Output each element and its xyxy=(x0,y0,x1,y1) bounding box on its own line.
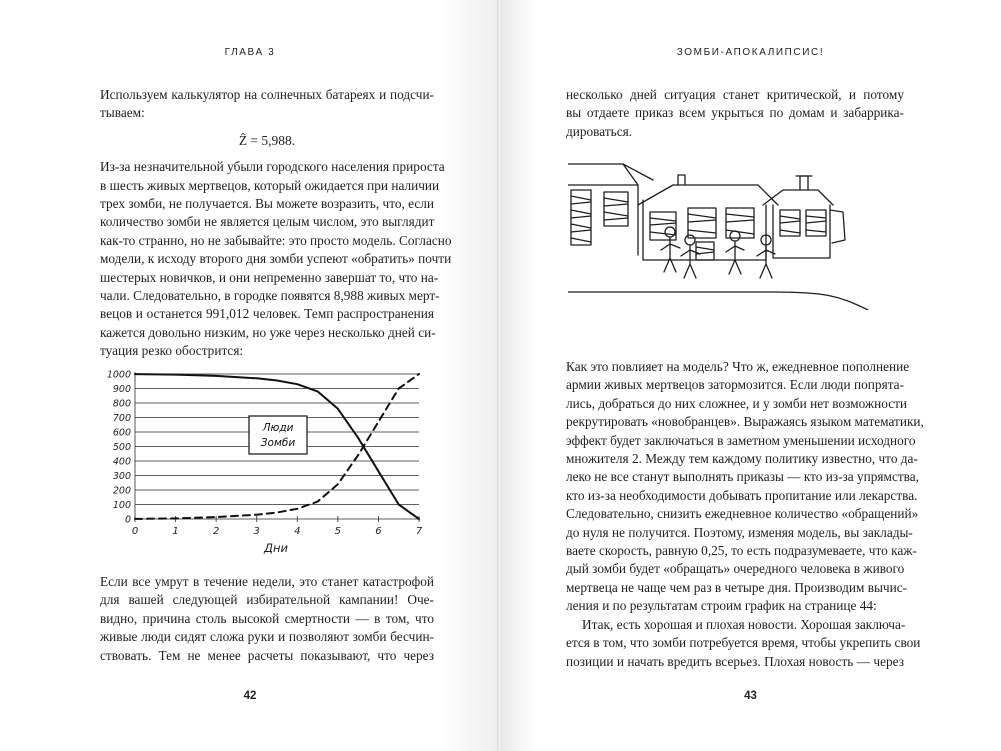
house-right xyxy=(763,176,845,258)
text-line: несколько дней ситуация станет критической, и потому xyxy=(566,87,904,102)
page-number-left: 42 xyxy=(243,690,257,702)
y-tick-label: 300 xyxy=(112,471,131,482)
y-tick-label: 200 xyxy=(112,485,131,497)
paragraph-intro xyxy=(100,86,434,123)
text-line: Итак, есть хорошая и плохая новости. Хорошая заключа- xyxy=(582,616,906,632)
right-text-middle xyxy=(566,358,924,671)
text-line: как-то странно, но не забывайте: это просто модель. Согласно xyxy=(100,232,452,248)
legend-entry: Зомби xyxy=(260,437,296,449)
running-head-left: ГЛАВА 3 xyxy=(224,47,276,58)
text-line: чали. Следовательно, в городке появятся 8,988 живых мерт- xyxy=(100,288,440,304)
text-line: армии живых мертвецов затормозится. Если люди попрята- xyxy=(566,377,904,393)
left-text-bottom xyxy=(100,573,434,665)
text-line: Как это повлияет на модель? Что ж, ежедневное пополнение xyxy=(566,359,910,374)
y-tick-label: 600 xyxy=(112,427,131,439)
text-line: шестерых новичков, и они непременно завершат то, что на- xyxy=(100,269,439,285)
left-page xyxy=(0,0,500,751)
text-line: множителя 2. Между тем каждому политику известно, что да- xyxy=(566,451,918,467)
x-tick-label: 0 xyxy=(131,526,139,537)
paragraph-model-change xyxy=(566,358,924,616)
paragraph-model xyxy=(100,158,452,360)
text-line: ления и по результатам строим график на странице 44: xyxy=(566,598,877,614)
running-head-right: ЗОМБИ-АПОКАЛИПСИС! xyxy=(676,47,825,58)
right-page xyxy=(500,0,1001,751)
y-tick-label: 400 xyxy=(112,456,131,468)
text-line: рекрутировать «новобранцев». Выражаясь языком математики, xyxy=(566,414,924,430)
barricaded-houses-illustration xyxy=(568,150,908,310)
x-tick-label: 3 xyxy=(253,526,260,537)
text-line: видно, причина столь высокой смертности — в том, что xyxy=(100,610,434,626)
y-tick-label: 500 xyxy=(112,442,131,453)
text-line: Из-за незначительной убыли городского населения прироста xyxy=(100,159,445,175)
text-line: трех зомби, не получается. Вы можете возразить, что, если xyxy=(100,196,435,212)
paragraph-conclusion xyxy=(100,573,434,665)
text-line: ваете скорость, равную 0,25, то есть подразумеваете, что каж- xyxy=(566,543,917,559)
text-line: дый зомби будет «обращать» очередного человека в живого xyxy=(566,561,905,577)
x-tick-label: 2 xyxy=(212,526,220,537)
text-line: тываем: xyxy=(100,105,145,121)
text-line: лись, добраться до них сложнее, и у зомби нет возможности xyxy=(566,395,908,411)
y-tick-label: 700 xyxy=(112,413,131,424)
text-line: количество зомби не является целым числом, это выглядит xyxy=(100,214,435,230)
text-line: эффект будет заключаться в заметном уменьшении исходного xyxy=(566,432,916,448)
formula: Ẑ = 5,988. xyxy=(238,132,296,148)
y-tick-label: 1000 xyxy=(106,369,131,381)
population-chart xyxy=(103,362,433,557)
text-line: мертвеца не чаще чем раз в четыре дня. Производим вычис- xyxy=(566,579,908,595)
x-tick-label: 1 xyxy=(172,526,179,537)
text-line: леко не все станут выполнять приказы — кто из-за упрямства, xyxy=(566,469,919,485)
street-curve xyxy=(568,292,868,310)
y-tick-label: 900 xyxy=(112,384,131,395)
text-line: кажется довольно низким, но уже через несколько дней си- xyxy=(100,324,436,340)
x-tick-label: 7 xyxy=(415,526,423,537)
stick-figures xyxy=(661,227,775,278)
chart-legend xyxy=(249,416,307,454)
text-line: живые люди сидят сложа руки и позволяют зомби бесчин- xyxy=(100,629,434,645)
text-line: вецов и останется 991,012 человек. Темп распространения xyxy=(100,306,434,322)
page-number-right: 43 xyxy=(744,690,757,702)
text-line: ствовать. Тем не менее расчеты показывают, что через xyxy=(100,647,434,663)
text-line: Используем калькулятор на солнечных батареях и подсчи- xyxy=(100,87,434,102)
text-line: до нуля не получится. Поэтому, изменяя модель, вы заклады- xyxy=(566,524,913,540)
paragraph-news xyxy=(566,616,921,671)
house-left xyxy=(568,164,653,255)
legend-entry: Люди xyxy=(262,422,294,434)
text-line: Если все умрут в течение недели, это станет катастрофой xyxy=(100,574,434,589)
x-axis-label: Дни xyxy=(264,541,288,555)
text-line: в шесть живых мертвецов, который ожидается при наличии xyxy=(100,177,440,193)
x-tick-label: 6 xyxy=(375,526,382,537)
text-line: кто из-за необходимости добывать пропитание или лекарства. xyxy=(566,487,918,503)
text-line: дироваться. xyxy=(566,123,633,139)
x-tick-label: 5 xyxy=(334,526,342,537)
paragraph-critical xyxy=(566,86,904,141)
text-line: для вашей следующей избирательной кампании! Оче- xyxy=(100,592,434,608)
y-tick-label: 0 xyxy=(124,514,131,526)
text-line: позиции и начать вредить всерьез. Плохая новость — через xyxy=(566,653,904,669)
text-line: ется в том, что зомби потребуется время, чтобы укрепить свои xyxy=(566,635,921,651)
y-tick-label: 800 xyxy=(112,398,131,410)
text-line: вы отдаете приказ всем укрыться по домам и забаррика- xyxy=(566,105,904,121)
left-text-top xyxy=(100,86,452,361)
text-line: модели, к исходу второго дня зомби успеют «обратить» почти xyxy=(100,251,452,267)
y-tick-labels xyxy=(107,370,131,526)
x-tick-label: 4 xyxy=(294,526,301,537)
y-tick-label: 100 xyxy=(112,500,131,511)
house-middle xyxy=(638,175,778,260)
x-tick-labels xyxy=(132,526,423,537)
text-line: туация резко обострится: xyxy=(100,343,244,359)
text-line: Следовательно, снизить ежедневное количество «обращений» xyxy=(566,506,919,522)
right-text-top xyxy=(566,86,904,141)
